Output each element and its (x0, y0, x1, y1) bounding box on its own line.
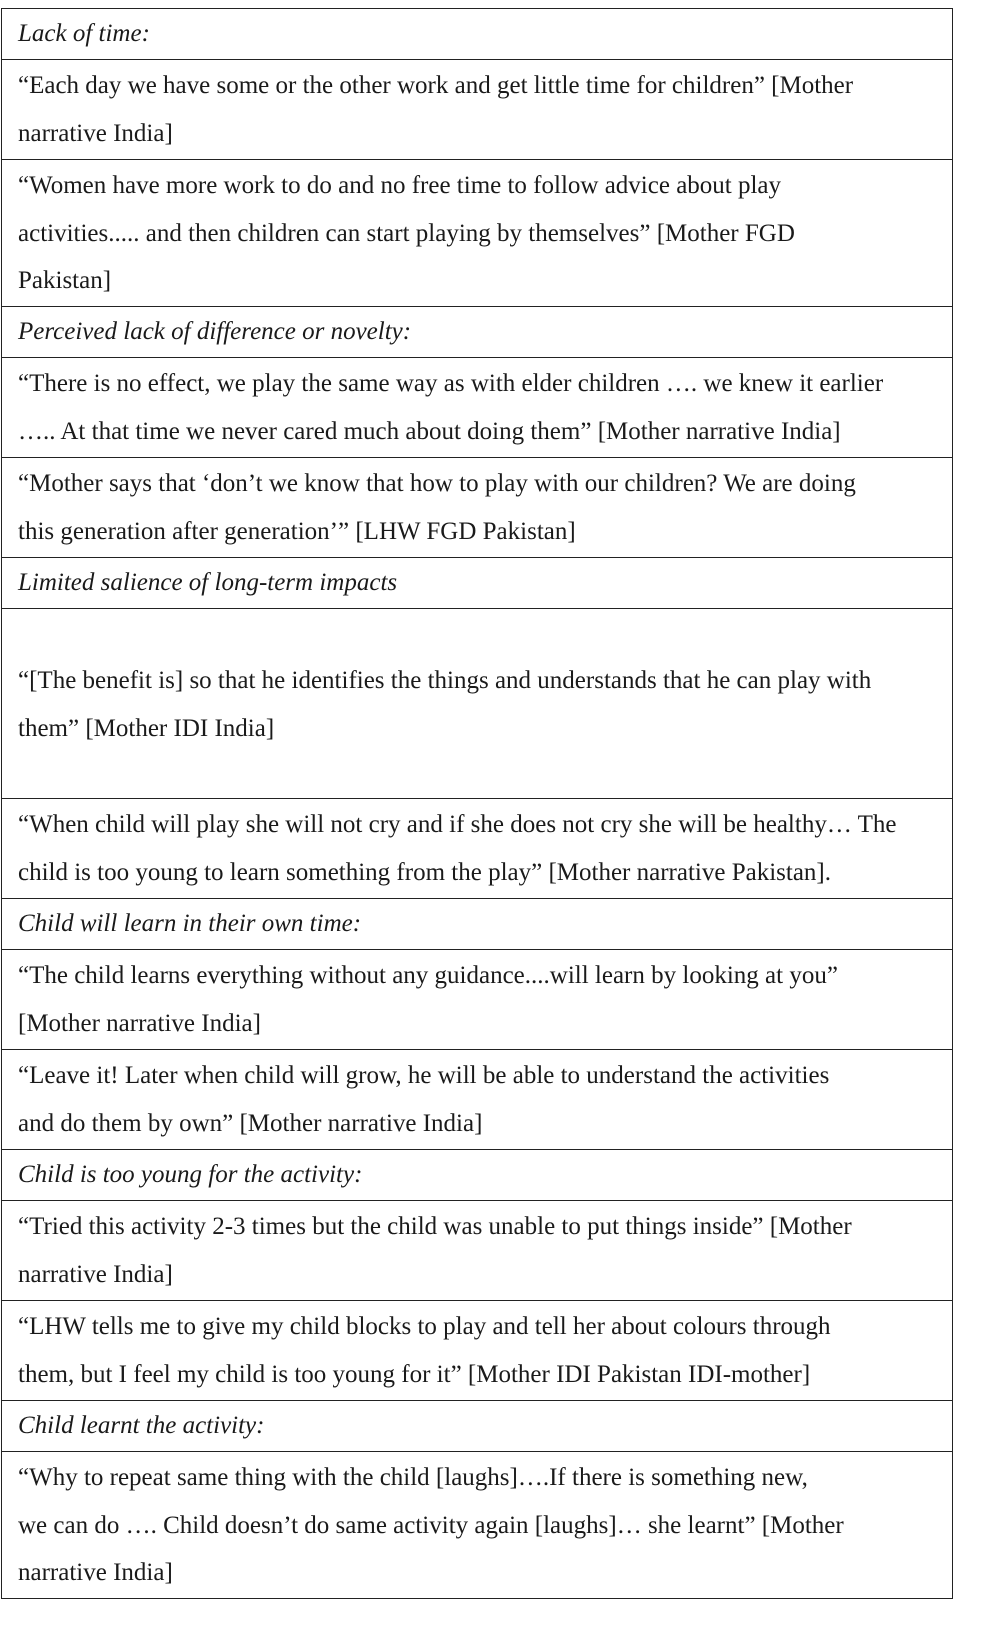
quote-cell: “Mother says that ‘don’t we know that how to play with our children? We are doing this generation after generation’” [LHW FGD Pakistan] (2, 458, 953, 558)
table-row (2, 609, 953, 799)
table-row (2, 558, 953, 609)
table-row (2, 160, 953, 307)
table-row (2, 950, 953, 1050)
quote-cell: “Tried this activity 2-3 times but the child was unable to put things inside” [Mother narrative India] (2, 1201, 953, 1301)
quote-cell: “[The benefit is] so that he identifies the things and understands that he can play with them” [Mother IDI India] (2, 609, 953, 799)
table-row (2, 1201, 953, 1301)
theme-heading-lack-of-novelty: Perceived lack of difference or novelty: (2, 307, 953, 358)
quote-cell: “The child learns everything without any guidance....will learn by looking at you” [Mother narrative India] (2, 950, 953, 1050)
table-row (2, 799, 953, 899)
theme-heading-own-time: Child will learn in their own time: (2, 899, 953, 950)
theme-heading-too-young: Child is too young for the activity: (2, 1150, 953, 1201)
quote-cell: “Leave it! Later when child will grow, he will be able to understand the activities and do them by own” [Mother narrative India] (2, 1050, 953, 1150)
table-row (2, 899, 953, 950)
table-row (2, 1050, 953, 1150)
theme-heading-lack-of-time: Lack of time: (2, 9, 953, 60)
quote-cell: “There is no effect, we play the same way as with elder children …. we knew it earlier ….. At that time we never cared much about doing them” [Mother narrative India] (2, 358, 953, 458)
table-row (2, 1150, 953, 1201)
table-row (2, 60, 953, 160)
table-row (2, 1452, 953, 1599)
table-row (2, 1401, 953, 1452)
table-row (2, 1301, 953, 1401)
quote-cell: “When child will play she will not cry and if she does not cry she will be healthy… The child is too young to learn something from the play” [Mother narrative Pakistan]. (2, 799, 953, 899)
quote-cell: “LHW tells me to give my child blocks to play and tell her about colours through them, but I feel my child is too young for it” [Mother IDI Pakistan IDI-mother] (2, 1301, 953, 1401)
quotes-table (1, 8, 953, 1599)
theme-heading-long-term-impacts: Limited salience of long-term impacts (2, 558, 953, 609)
quote-cell: “Each day we have some or the other work and get little time for children” [Mother narrative India] (2, 60, 953, 160)
theme-heading-child-learnt: Child learnt the activity: (2, 1401, 953, 1452)
table-row (2, 358, 953, 458)
table-row (2, 9, 953, 60)
quote-cell: “Why to repeat same thing with the child [laughs]….If there is something new, we can do …. Child doesn’t do same activity again [laughs]… she learnt” [Mother narrative India] (2, 1452, 953, 1599)
table-row (2, 307, 953, 358)
table-row (2, 458, 953, 558)
quote-cell: “Women have more work to do and no free time to follow advice about play activities..... and then children can start playing by themselves” [Mother FGD Pakistan] (2, 160, 953, 307)
